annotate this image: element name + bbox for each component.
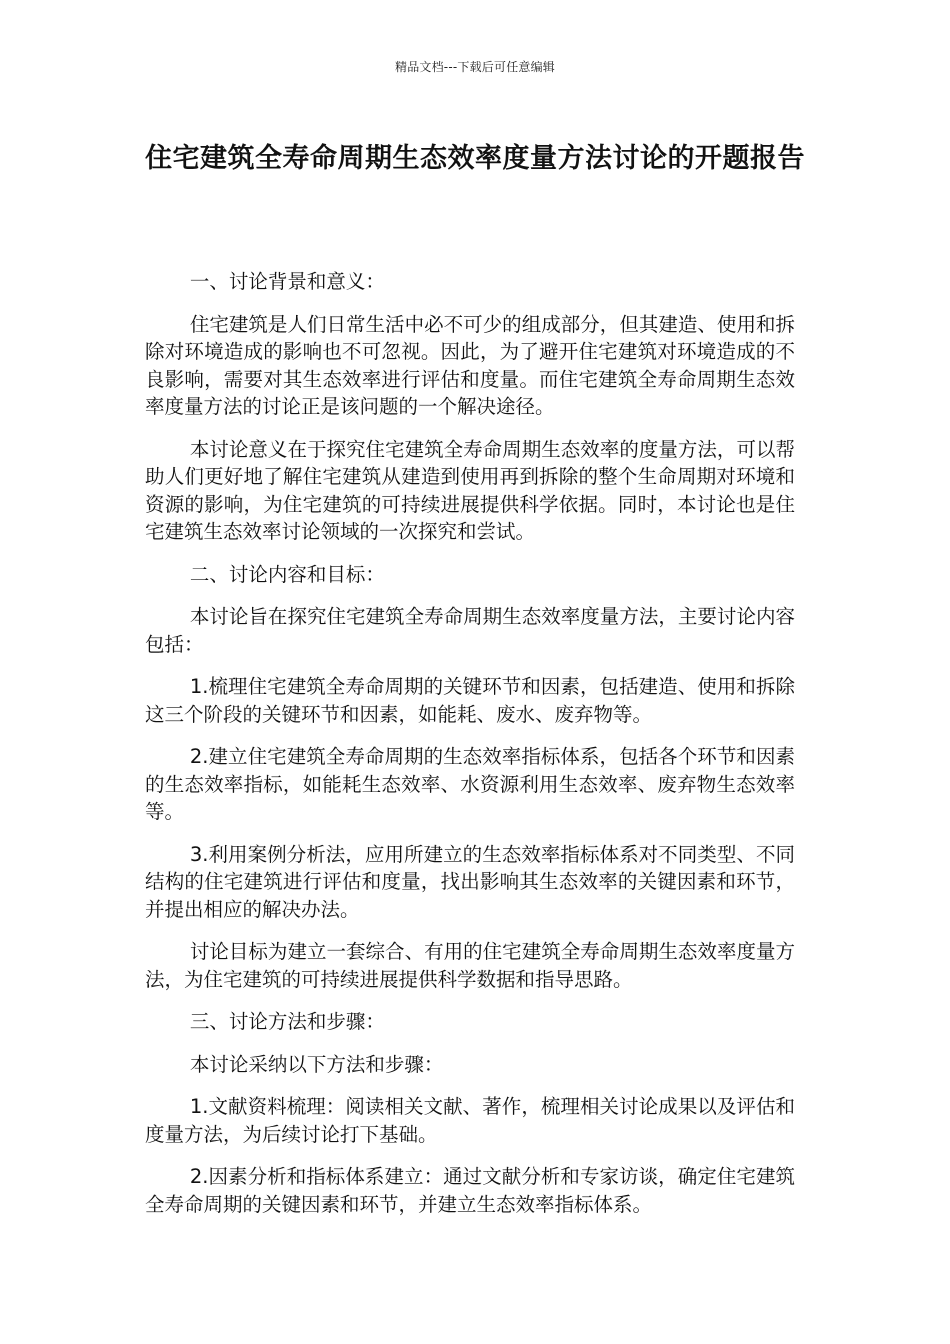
list-item: 1.梳理住宅建筑全寿命周期的关键环节和因素，包括建造、使用和拆除这三个阶段的关键环节和因素，如能耗、废水、废弃物等。	[145, 675, 795, 726]
list-item: 3.利用案例分析法，应用所建立的生态效率指标体系对不同类型、不同结构的住宅建筑进行评估和度量，找出影响其生态效率的关键因素和环节，并提出相应的解决办法。	[145, 842, 795, 921]
paragraph: 本讨论旨在探究住宅建筑全寿命周期生态效率度量方法，主要讨论内容包括：	[145, 605, 795, 656]
header-note: 精品文档---下载后可任意编辑	[395, 60, 555, 74]
list-item: 2.建立住宅建筑全寿命周期的生态效率指标体系，包括各个环节和因素的生态效率指标，如能耗生态效率、水资源利用生态效率、废弃物生态效率等。	[145, 745, 795, 823]
section-heading-methods: 三、讨论方法和步骤：	[189, 1010, 385, 1033]
paragraph: 讨论目标为建立一套综合、有用的住宅建筑全寿命周期生态效率度量方法，为住宅建筑的可持续进展提供科学数据和指导思路。	[145, 940, 795, 991]
list-item: 1.文献资料梳理：阅读相关文献、著作，梳理相关讨论成果以及评估和度量方法，为后续讨论打下基础。	[145, 1095, 795, 1146]
paragraph: 本讨论意义在于探究住宅建筑全寿命周期生态效率的度量方法，可以帮助人们更好地了解住宅建筑从建造到使用再到拆除的整个生命周期对环境和资源的影响，为住宅建筑的可持续进展提供科学依据。同时，本讨论也是住宅建筑生态效率讨论领域的一次探究和尝试。	[145, 437, 795, 543]
document-body	[145, 268, 795, 1233]
section-heading-content: 二、讨论内容和目标：	[189, 562, 385, 586]
document-title: 住宅建筑全寿命周期生态效率度量方法讨论的开题报告	[145, 143, 805, 174]
list-item: 2.因素分析和指标体系建立：通过文献分析和专家访谈，确定住宅建筑全寿命周期的关键因素和环节，并建立生态效率指标体系。	[145, 1165, 795, 1216]
paragraph: 住宅建筑是人们日常生活中必不可少的组成部分，但其建造、使用和拆除对环境造成的影响也不可忽视。因此，为了避开住宅建筑对环境造成的不良影响，需要对其生态效率进行评估和度量。而住宅建筑全寿命周期生态效率度量方法的讨论正是该问题的一个解决途径。	[145, 312, 795, 418]
paragraph: 本讨论采纳以下方法和步骤：	[189, 1052, 444, 1076]
section-heading-background: 一、讨论背景和意义：	[189, 270, 385, 293]
